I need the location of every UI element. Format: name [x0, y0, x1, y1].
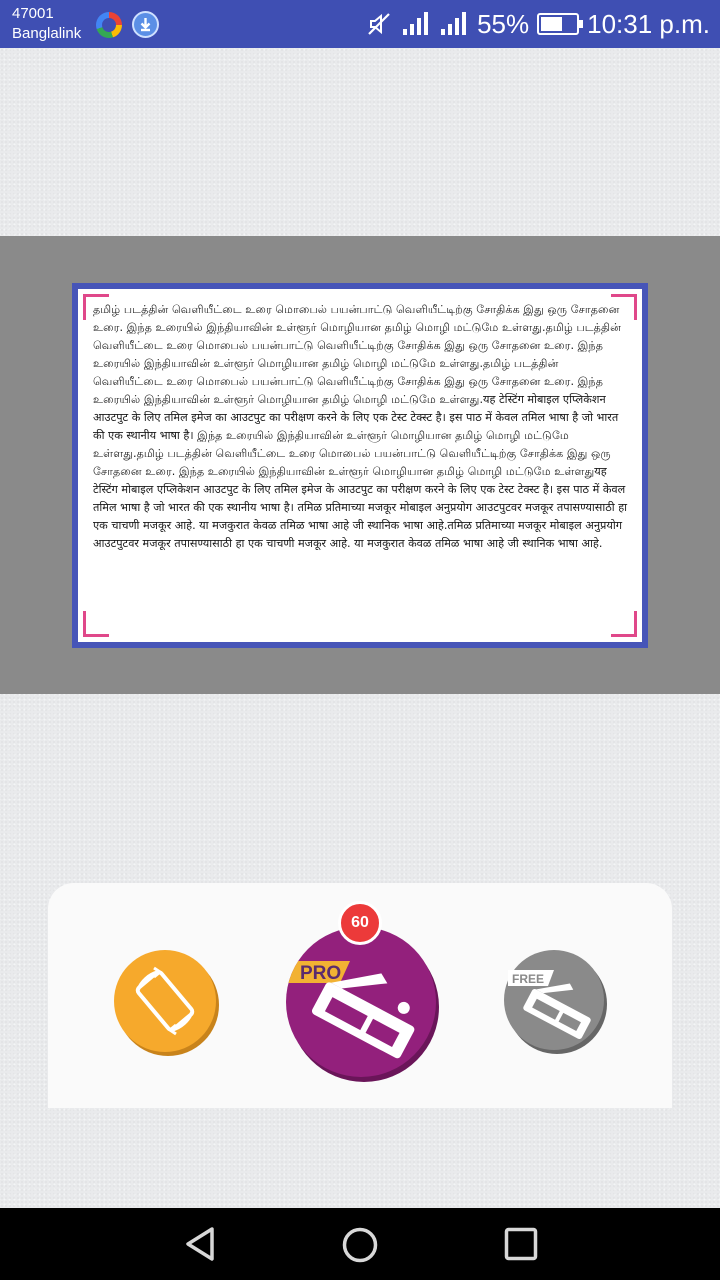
rotate-button[interactable]	[114, 950, 216, 1052]
crop-corner-top-right[interactable]	[611, 294, 637, 320]
crop-corner-bottom-left[interactable]	[83, 611, 109, 637]
free-scanner-button[interactable]	[504, 950, 604, 1050]
home-icon[interactable]	[341, 1226, 379, 1264]
crop-corner-bottom-right[interactable]	[611, 611, 637, 637]
clock: 10:31 p.m.	[587, 8, 710, 39]
document-text: தமிழ் படத்தின் வெளியீட்டை உரை மொபைல் பயன்பாட்டு வெளியீட்டிற்கு சோதிக்க இது ஒரு சோதனை உரை. இந்த உரையில் இந்தியாவின் உள்ளூர் மொழியான தமிழ் மொழி மட்டுமே உள்ளது.தமிழ் படத்தின் வெளியீட்டை உரை மொபைல் பயன்பாட்டு வெளியீட்டிற்கு சோதிக்க இது ஒரு சோதனை உரை. இந்த உரையில் இந்தியாவின் உள்ளூர் மொழியான தமிழ் மொழி மட்டுமே உள்ளது.தமிழ் படத்தின் வெளியீட்டை உரை மொபைல் பயன்பாட்டு வெளியீட்டிற்கு சோதிக்க இது ஒரு சோதனை உரை. இந்த உரையில் இந்தியாவின் உள்ளூர் மொழியான தமிழ் மொழி மட்டுமே உள்ளது.यह टेस्टिंग मोबाइल एप्लिकेशन आउटपुट के लिए तमिल इमेज का आउटपुट का परीक्षण करने के लिए एक टेस्ट टेक्स्ट है। इस पाठ में केवल तमिल भाषा है जो भारत की एक स्थानीय भाषा है। இந்த உரையில் இந்தியாவின் உள்ளூர் மொழியான தமிழ் மொழி மட்டுமே உள்ளது.தமிழ் படத்தின் வெளியீட்டை உரை மொபைல் பயன்பாட்டு வெளியீட்டிற்கு சோதிக்க இது ஒரு சோதனை உரை. இந்த உரையில் இந்தியாவின் உள்ளூர் மொழியான தமிழ் மொழி மட்டுமே உள்ளதுयह टेस्टिंग मोबाइल एप्लिकेशन आउटपुट के लिए तमिल इमेज के आउटपुट का परीक्षण करने के लिए एक टेस्ट टेक्स्ट है। इस पाठ में केवल तमिल भाषा है जो भारत की एक स्थानीय भाषा है। तमिळ प्रतिमाच्या मजकूर मोबाइल अनुप्रयोग आउटपुटवर मजकूर तपासण्यासाठी हा एक चाचणी मजकूर आहे. या मजकुरात केवळ तमिळ भाषा आहे जी स्थानिक भाषा आहे.तमिळ प्रतिमाच्या मजकूर मोबाइल अनुप्रयोग आउटपुटवर मजकूर तपासण्यासाठी हा एक चाचणी मजकूर आहे. या मजकुरात केवळ तमिळ भाषा आहे जी स्थानिक भाषा आहे.	[93, 303, 628, 550]
pro-label: PRO	[300, 963, 342, 984]
status-bar	[0, 0, 720, 48]
carrier-name: Banglalink	[12, 25, 82, 42]
free-label: FREE	[512, 972, 545, 986]
action-card	[48, 883, 672, 1108]
signal-icon	[401, 11, 431, 37]
mute-icon	[365, 10, 393, 38]
carrier-info	[12, 4, 81, 44]
preview-area	[0, 236, 720, 694]
download-icon	[132, 11, 159, 38]
navigation-bar	[0, 1208, 720, 1280]
document-page	[78, 289, 642, 642]
free-scanner-icon	[504, 950, 604, 1050]
crop-corner-top-left[interactable]	[83, 294, 109, 320]
pro-badge-count: 60	[338, 901, 382, 945]
rotate-screen-icon	[114, 950, 216, 1052]
google-icon	[96, 12, 122, 38]
pro-scanner-button[interactable]	[286, 927, 436, 1077]
document-frame[interactable]	[72, 283, 648, 648]
back-icon[interactable]	[182, 1226, 218, 1262]
battery-percent: 55%	[477, 8, 530, 39]
battery-icon	[537, 13, 579, 35]
scanner-icon	[286, 927, 436, 1077]
recent-apps-icon[interactable]	[503, 1226, 539, 1262]
carrier-code: 47001	[12, 5, 54, 22]
signal-icon-2	[439, 11, 469, 37]
